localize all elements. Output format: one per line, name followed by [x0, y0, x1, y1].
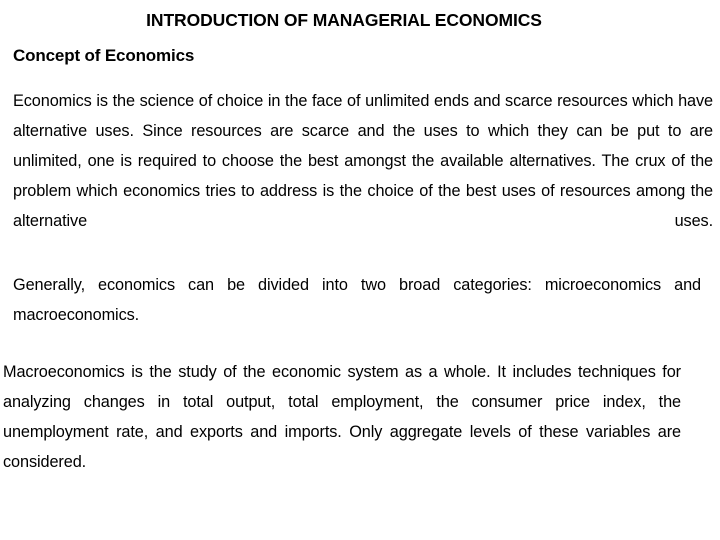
page-title: INTRODUCTION OF MANAGERIAL ECONOMICS — [146, 10, 542, 30]
body-paragraph-branches-of-economics: Generally, economics can be divided into two broad categories: microeconomics and macroeconomics. — [13, 276, 701, 324]
body-paragraph-definition-of-economics: Economics is the science of choice in the face of unlimited ends and scarce resources which have alternative uses. Since resources are scarce and the uses to which they can be put to are unlimited, one is required to choose the best amongst the available alternatives. The crux of the problem which economics tries to address is the choice of the best uses of resources among the alternative uses. — [13, 92, 713, 230]
section-subheading: Concept of Economics — [13, 46, 195, 65]
body-paragraph-macroeconomics-definition: Macroeconomics is the study of the economic system as a whole. It includes techniques for analyzing changes in total output, total employment, the consumer price index, the unemployment rate, and exports and imports. Only aggregate levels of these variables are considered. — [3, 363, 681, 471]
